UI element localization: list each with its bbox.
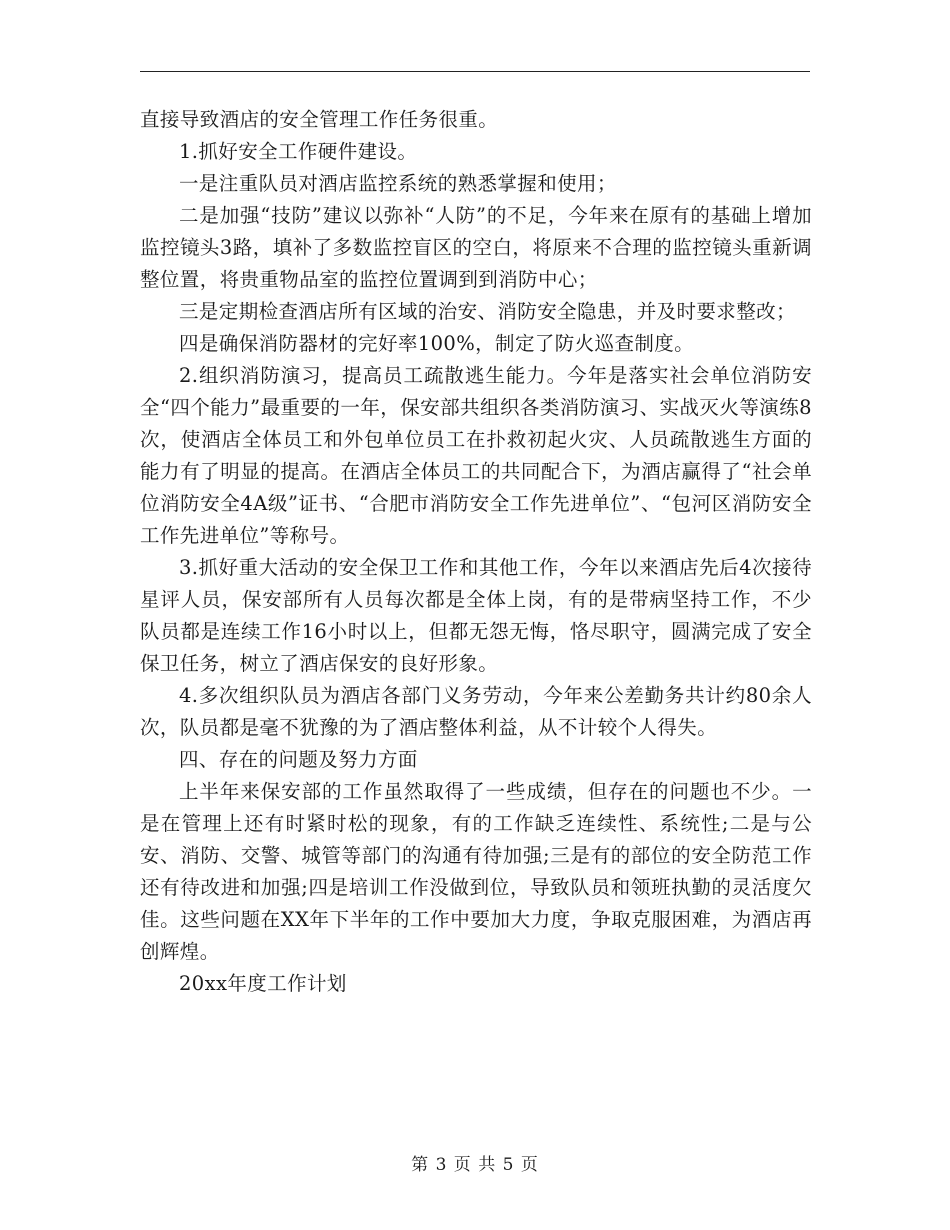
paragraph: 四是确保消防器材的完好率100%，制定了防火巡查制度。 [179,332,695,355]
paragraph: 一是注重队员对酒店监控系统的熟悉掌握和使用； [179,172,617,195]
section-heading: 20xx年度工作计划 [179,972,347,995]
paragraph: 二是加强“技防”建议以弥补“人防”的不足，今年来在原有的基础上增加监控镜头3路，填补了多数监控盲区的空白，将原来不合理的监控镜头重新调整位置，将贵重物品室的监控位置调到到消防中心； [140,204,812,291]
header-rule [140,71,810,72]
paragraph: 上半年来保安部的工作虽然取得了一些成绩，但存在的问题也不少。一是在管理上还有时紧时松的现象，有的工作缺乏连续性、系统性;二是与公安、消防、交警、城管等部门的沟通有待加强;三是有的部位的安全防范工作还有待改进和加强;四是培训工作没做到位，导致队员和领班执勤的灵活度欠佳。这些问题在XX年下半年的工作中要加大力度，争取克服困难，为酒店再创辉煌。 [140,780,812,963]
paragraph: 1.抓好安全工作硬件建设。 [179,140,418,163]
section-heading: 四、存在的问题及努力方面 [179,748,418,771]
paragraph: 三是定期检查酒店所有区域的治安、消防安全隐患，并及时要求整改； [179,300,796,323]
paragraph: 2.组织消防演习，提高员工疏散逃生能力。今年是落实社会单位消防安全“四个能力”最重要的一年，保安部共组织各类消防演习、实战灭火等演练8次，使酒店全体员工和外包单位员工在扑救初起火灾、人员疏散逃生方面的能力有了明显的提高。在酒店全体员工的共同配合下，为酒店赢得了“社会单位消防安全4A级”证书、“合肥市消防安全工作先进单位”、“包河区消防安全工作先进单位”等称号。 [140,364,812,547]
document-body [140,104,812,1000]
page-number-footer: 第 3 页 共 5 页 [411,1155,539,1175]
paragraph: 4.多次组织队员为酒店各部门义务劳动，今年来公差勤务共计约80余人次，队员都是毫不犹豫的为了酒店整体利益，从不计较个人得失。 [140,684,812,739]
paragraph: 直接导致酒店的安全管理工作任务很重。 [140,108,499,131]
paragraph: 3.抓好重大活动的安全保卫工作和其他工作，今年以来酒店先后4次接待星评人员，保安部所有人员每次都是全体上岗，有的是带病坚持工作，不少队员都是连续工作16小时以上，但都无怨无悔，恪尽职守，圆满完成了安全保卫任务，树立了酒店保安的良好形象。 [140,556,812,675]
